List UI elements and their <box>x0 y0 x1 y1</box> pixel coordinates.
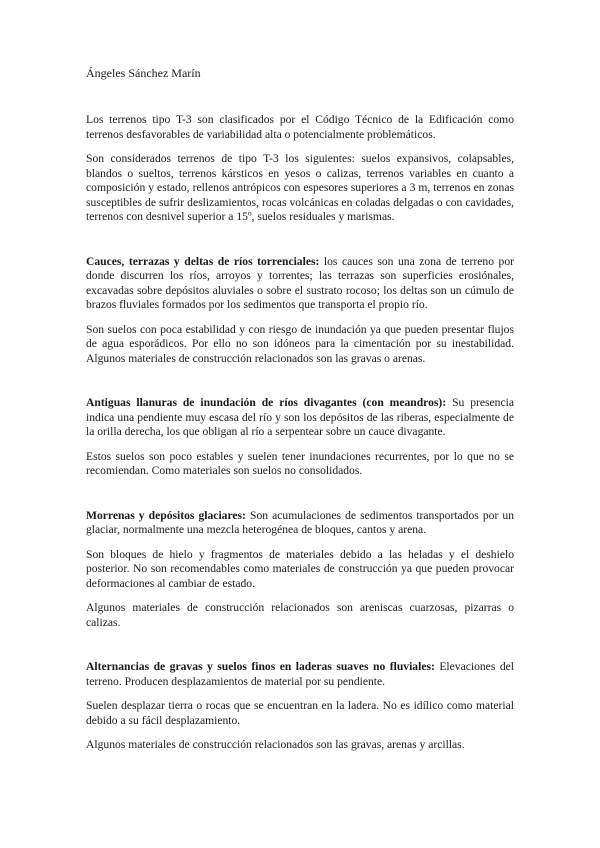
section-lead-paragraph <box>86 255 514 313</box>
section-lead-text: los cauces son una zona de terreno por donde discurren los ríos, arroyos y torrentes; las terrazas son superficies erosiónales, excavadas sobre depósitos aluviales o sobre el sustrato rocoso; los deltas son un cúmulo de brazos fluviales formados por los sedimentos que transporta el propio río. <box>86 254 514 311</box>
section-heading: Cauces, terrazas y deltas de ríos torrenciales: <box>86 254 320 268</box>
section-paragraph: Algunos materiales de construcción relacionados son las gravas, arenas y arcillas. <box>86 738 465 751</box>
intro-paragraph-2: Son considerados terrenos de tipo T-3 los siguientes: suelos expansivos, colapsables, blandos o sueltos, terrenos kársticos en yesos o calizas, terrenos variables en cuanto a composición y estado, rellenos antrópicos con espesores superiores a 3 m, terrenos en zonas susceptibles de sufrir deslizamientos, rocas volcánicas en coladas delgadas o con cavidades, terrenos con desnivel superior a 15º, suelos residuales y marismas. <box>86 152 514 223</box>
section-lead-text: Son acumulaciones de sedimentos transportados por un glaciar, normalmente una mezcla heterogénea de bloques, cantos y arena. <box>86 508 514 536</box>
document-body <box>86 113 514 763</box>
section-heading: Alternancias de gravas y suelos finos en laderas suaves no fluviales: <box>86 660 435 673</box>
section-lead-text: Elevaciones del terreno. Producen desplazamientos de material por su pendiente. <box>86 660 514 688</box>
section-paragraph: Suelen desplazar tierra o rocas que se encuentran en la ladera. No es idílico como material debido a su fácil desplazamiento. <box>86 699 514 727</box>
section-paragraph: Algunos materiales de construcción relacionados son areniscas cuarzosas, pizarras o calizas. <box>86 601 514 629</box>
section-lead-text: Su presencia indica una pendiente muy escasa del río y son los depósitos de las riberas, especialmente de la orilla derecha, los que obligan al río a serpentear sobre un cauce divagante. <box>86 396 514 438</box>
intro-paragraph-1: Los terrenos tipo T-3 son clasificados por el Código Técnico de la Edificación como terrenos desfavorables de variabilidad alta o potencialmente problemáticos. <box>86 113 514 141</box>
section-lead-paragraph <box>86 509 514 538</box>
section-lead-paragraph <box>86 396 514 440</box>
section-paragraph: Son bloques de hielo y fragmentos de materiales debido a las heladas y el deshielo posterior. No son recomendables como materiales de construcción ya que pueden provocar deformaciones al cambiar de estado. <box>86 547 514 590</box>
section-heading: Antiguas llanuras de inundación de ríos divagantes (con meandros): <box>86 396 447 409</box>
section-morrenas <box>86 509 514 631</box>
section-lead-paragraph <box>86 660 514 689</box>
section-paragraph: Estos suelos son poco estables y suelen tener inundaciones recurrentes, por lo que no se recomiendan. Como materiales son suelos no consolidados. <box>86 449 514 477</box>
section-paragraph: Son suelos con poca estabilidad y con riesgo de inundación ya que pueden presentar flujos de agua esporádicos. Por ello no son idóneos para la cimentación por su inestabilidad. Algunos materiales de construcción relacionados son las gravas o arenas. <box>86 322 514 365</box>
section-heading: Morrenas y depósitos glaciares: <box>86 508 246 522</box>
section-alternancias <box>86 660 514 753</box>
author-name: Ángeles Sánchez Marín <box>86 66 201 80</box>
section-llanuras <box>86 396 514 479</box>
section-cauces <box>86 255 514 367</box>
